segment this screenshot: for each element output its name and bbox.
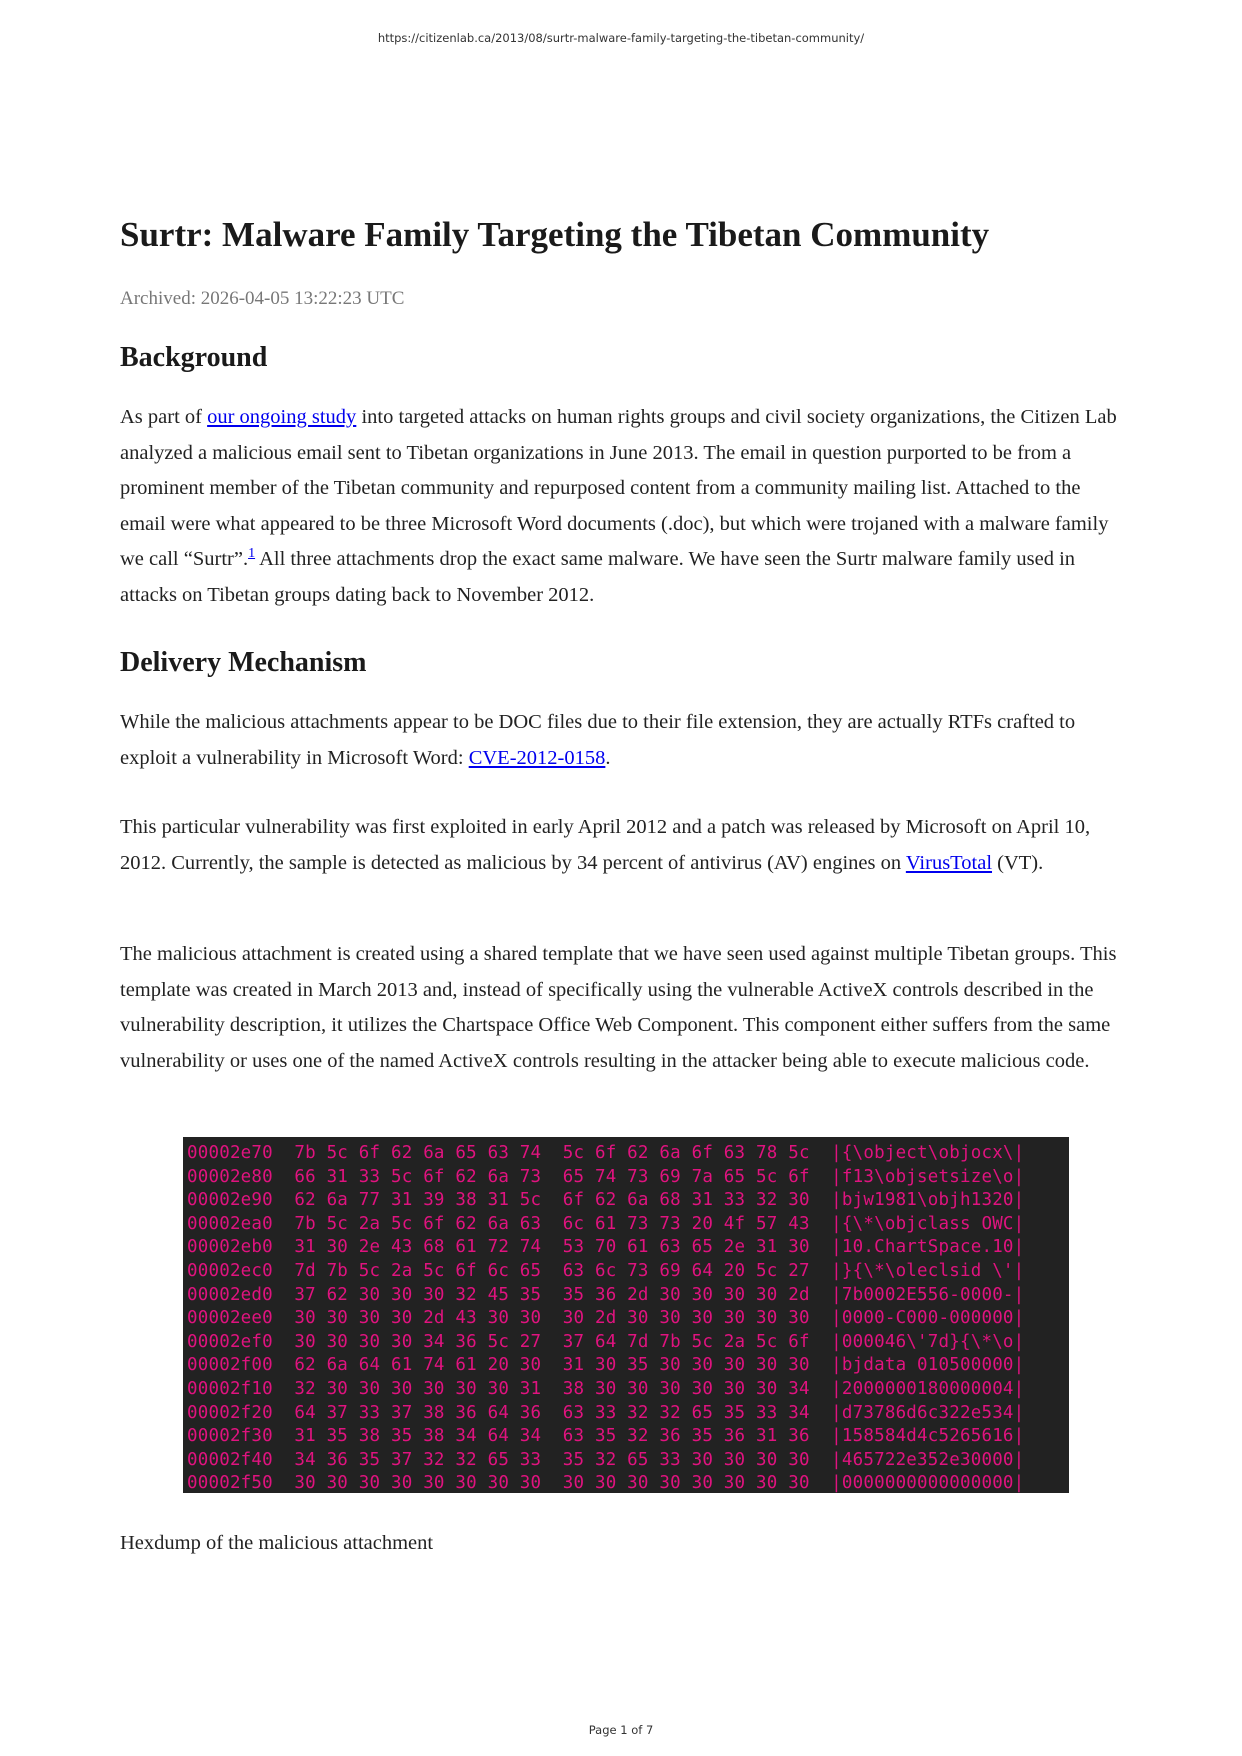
section-heading-background: Background xyxy=(120,342,268,373)
hexdump-row: 00002f20 64 37 33 37 38 36 64 36 63 33 32 32 65 35 33 34 |d73786d6c322e534| xyxy=(187,1402,1025,1423)
cve-2012-0158-link[interactable]: CVE-2012-0158 xyxy=(468,746,606,769)
delivery-paragraph-1: While the malicious attachments appear to be DOC files due to their file extension, they are actually RTFs crafted to exploit a vulnerability in Microsoft Word: CVE-2012-0158. xyxy=(120,711,1076,769)
archived-timestamp: Archived: 2026-04-05 13:22:23 UTC xyxy=(120,288,405,309)
page-url-header: https://citizenlab.ca/2013/08/surtr-malware-family-targeting-the-tibetan-community/ xyxy=(377,31,865,45)
hexdump-row: 00002f30 31 35 38 35 38 34 64 34 63 35 32 36 35 36 31 36 |158584d4c5265616| xyxy=(187,1426,1025,1447)
hexdump-row: 00002eb0 31 30 2e 43 68 61 72 74 53 70 61 63 65 2e 31 30 |10.ChartSpace.10| xyxy=(187,1237,1025,1258)
article-title: Surtr: Malware Family Targeting the Tibetan Community xyxy=(120,215,990,254)
ongoing-study-link[interactable]: our ongoing study xyxy=(207,406,357,428)
hexdump-row: 00002ed0 37 62 30 30 30 32 45 35 35 36 2d 30 30 30 30 2d |7b0002E556-0000-| xyxy=(187,1284,1025,1305)
page-number: Page 1 of 7 xyxy=(588,1723,654,1737)
hexdump-row: 00002f10 32 30 30 30 30 30 30 31 38 30 30 30 30 30 30 34 |2000000180000004| xyxy=(187,1378,1025,1399)
hexdump-row: 00002f40 34 36 35 37 32 32 65 33 35 32 65 33 30 30 30 30 |465722e352e30000| xyxy=(187,1449,1025,1470)
hexdump-row: 00002f00 62 6a 64 61 74 61 20 30 31 30 35 30 30 30 30 30 |bjdata 010500000| xyxy=(187,1355,1025,1376)
hexdump-image xyxy=(183,1137,1069,1493)
section-heading-delivery-mechanism: Delivery Mechanism xyxy=(120,647,367,678)
hexdump-row: 00002e90 62 6a 77 31 39 38 31 5c 6f 62 6a 68 31 33 32 30 |bjw1981\objh1320| xyxy=(187,1190,1025,1211)
hexdump-row: 00002ee0 30 30 30 30 2d 43 30 30 30 2d 30 30 30 30 30 30 |0000-C000-000000| xyxy=(187,1308,1025,1329)
hexdump-row: 00002f50 30 30 30 30 30 30 30 30 30 30 30 30 30 30 30 30 |0000000000000000| xyxy=(187,1473,1025,1493)
hexdump-caption: Hexdump of the malicious attachment xyxy=(120,1532,434,1554)
background-paragraph: As part of our ongoing study into targeted attacks on human rights groups and civil society organizations, the Citizen Lab analyzed a malicious email sent to Tibetan organizations in June 2013. The email in question purported to be from a prominent member of the Tibetan community and repurposed content from a community mailing list. Attached to the email were what appeared to be three Microsoft Word documents (.doc), but which were trojaned with a malware family we call “Surtr”.$^1$ All three attachments drop the exact same malware. We have seen the Surtr malware family used in attacks on Tibetan groups dating back to November 2012. xyxy=(120,406,1117,606)
virustotal-link[interactable]: VirusTotal xyxy=(905,851,993,874)
hexdump-row: 00002ec0 7d 7b 5c 2a 5c 6f 6c 65 63 6c 73 69 64 20 5c 27 |}{\*\oleclsid \'| xyxy=(187,1260,1025,1281)
delivery-paragraph-3: The malicious attachment is created using a shared template that we have seen used against multiple Tibetan groups. This template was created in March 2013 and, instead of specifically using the vulnerable ActiveX controls described in the vulnerability description, it utilizes the Chartspace Office Web Component. This component either suffers from the same vulnerability or uses one of the named ActiveX controls resulting in the attacker being able to execute malicious code. xyxy=(120,943,1117,1072)
hexdump-row: 00002ef0 30 30 30 30 34 36 5c 27 37 64 7d 7b 5c 2a 5c 6f |000046\'7d}{\*\o| xyxy=(187,1331,1025,1352)
hexdump-row: 00002e80 66 31 33 5c 6f 62 6a 73 65 74 73 69 7a 65 5c 6f |f13\objsetsize\o| xyxy=(187,1166,1025,1187)
footnote-1-link[interactable]: 1 xyxy=(248,546,256,562)
hexdump-row: 00002e70 7b 5c 6f 62 6a 65 63 74 5c 6f 62 6a 6f 63 78 5c |{\object\objocx\| xyxy=(187,1143,1025,1163)
delivery-paragraph-2: This particular vulnerability was first exploited in early April 2012 and a patch was released by Microsoft on April 10, 2012. Currently, the sample is detected as malicious by 34 percent of antivirus (AV) engines on VirusTotal (VT). xyxy=(120,816,1091,874)
hexdump-row: 00002ea0 7b 5c 2a 5c 6f 62 6a 63 6c 61 73 73 20 4f 57 43 |{\*\objclass OWC| xyxy=(187,1213,1025,1234)
